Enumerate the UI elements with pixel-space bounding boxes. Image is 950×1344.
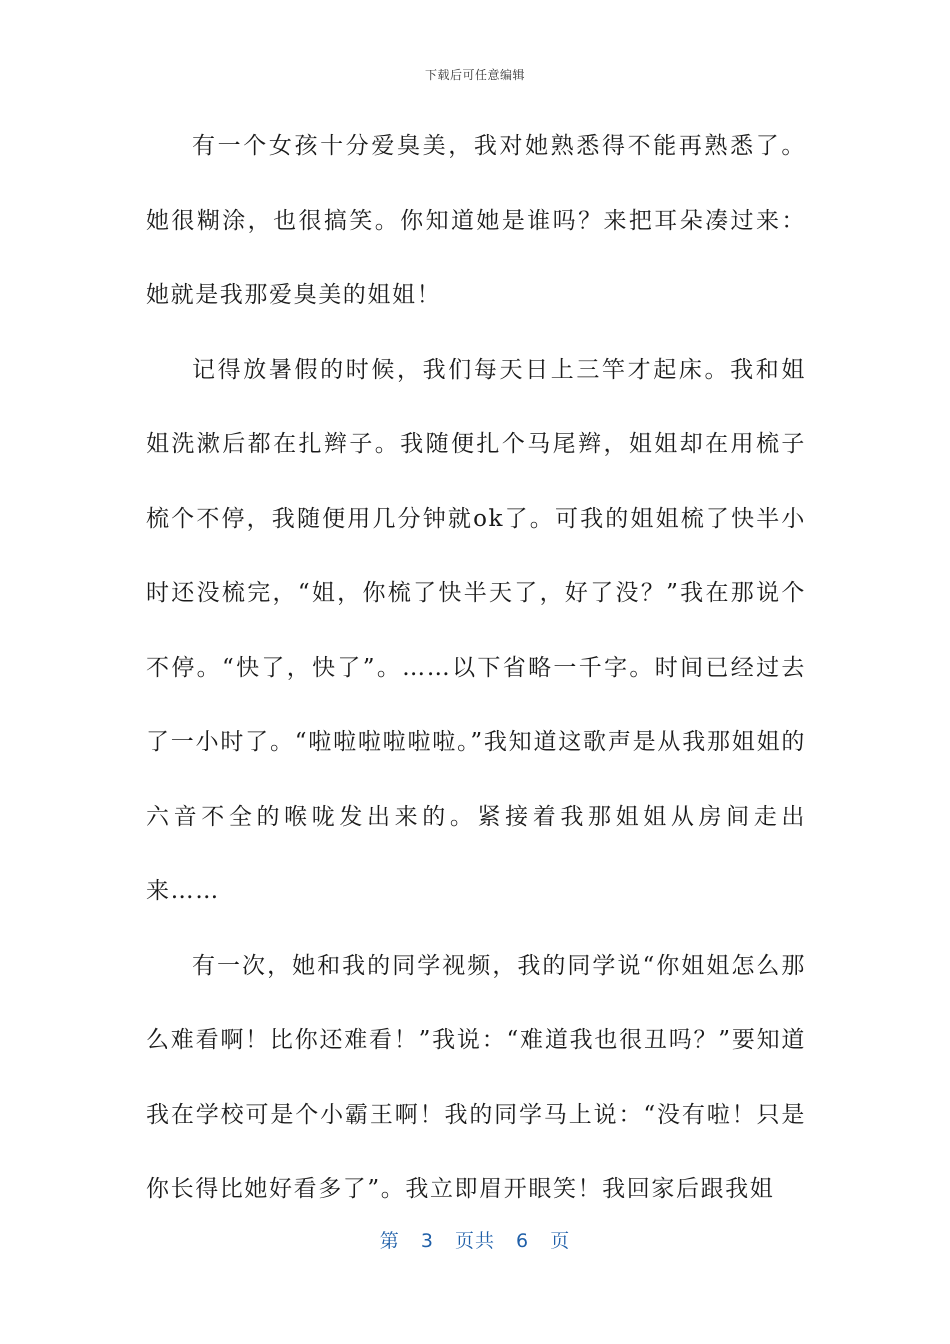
page-header-note: 下载后可任意编辑 xyxy=(424,68,525,82)
page-footer xyxy=(0,1226,950,1253)
paragraph-1: 有一个女孩十分爱臭美，我对她熟悉得不能再熟悉了。她很糊涂，也很搞笑。你知道她是谁吗？来把耳朵凑过来：她就是我那爱臭美的姐姐！ xyxy=(146,133,806,308)
footer-suffix: 页 xyxy=(550,1230,571,1252)
paragraph-2: 记得放暑假的时候，我们每天日上三竿才起床。我和姐姐洗漱后都在扎辫子。我随便扎个马尾辫，姐姐却在用梳子梳个不停，我随便用几分钟就ok了。可我的姐姐梳了快半小时还没梳完，“姐，你梳了快半天了，好了没？”我在那说个不停。“快了，快了”。……以下省略一千字。时间已经过去了一小时了。“啦啦啦啦啦啦。”我知道这歌声是从我那姐姐的六音不全的喉咙发出来的。紧接着我那姐姐从房间走出来…… xyxy=(146,356,806,904)
document-body xyxy=(146,109,806,1227)
footer-prefix: 第 xyxy=(379,1230,400,1252)
paragraph-3: 有一次，她和我的同学视频，我的同学说“你姐姐怎么那么难看啊！比你还难看！”我说：“难道我也很丑吗？”要知道我在学校可是个小霸王啊！我的同学马上说：“没有啦！只是你长得比她好看多了”。我立即眉开眼笑！我回家后跟我姐 xyxy=(146,952,806,1202)
footer-current-page: 3 xyxy=(420,1230,434,1252)
footer-total-pages: 6 xyxy=(516,1230,530,1252)
footer-middle: 页共 xyxy=(454,1230,495,1252)
